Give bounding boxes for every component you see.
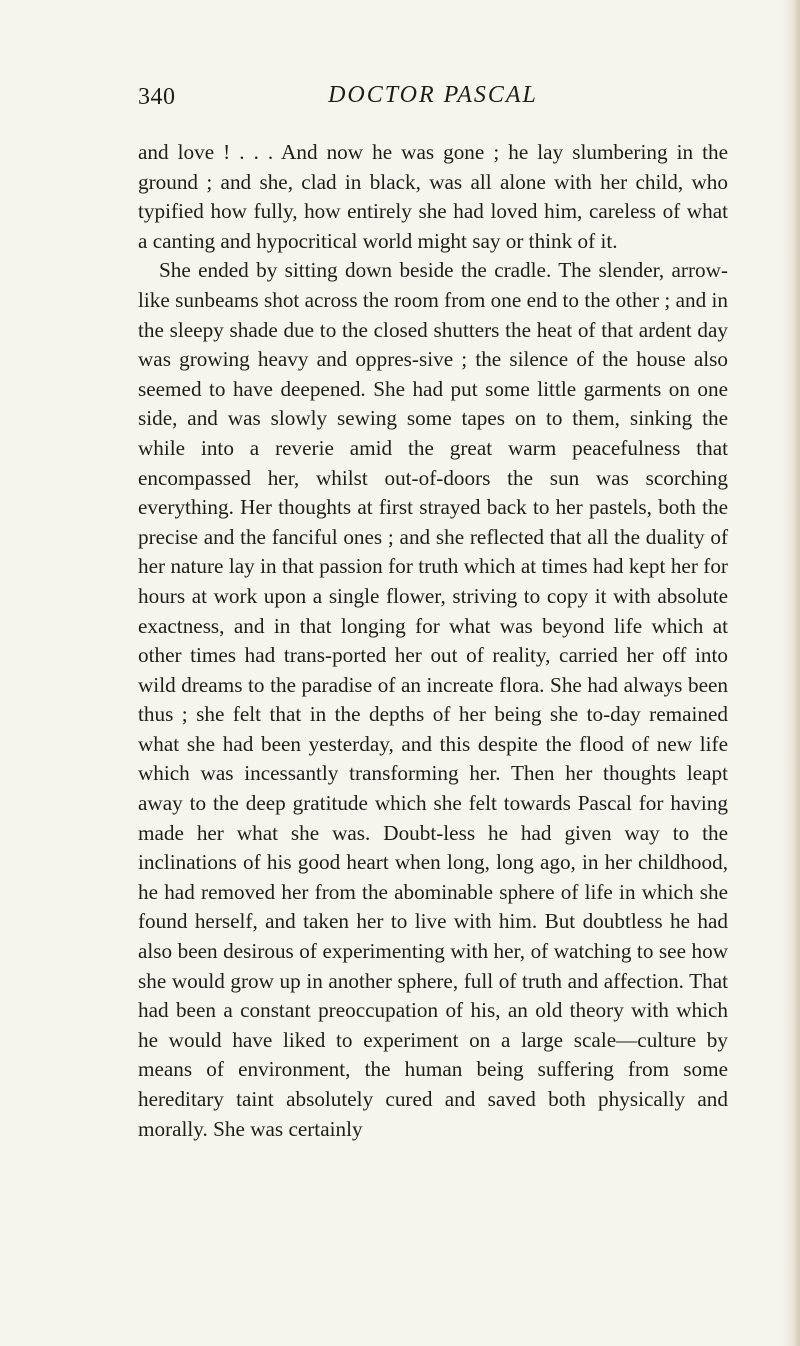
running-head <box>138 78 728 118</box>
page-number: 340 <box>138 84 176 110</box>
body-text <box>138 138 728 1144</box>
page-edge-shadow <box>782 0 800 1346</box>
paragraph: She ended by sitting down beside the cradle. The slender, arrow-like sunbeams shot across the room from one end to the other ; and in the sleepy shade due to the closed shutters the heat of that ardent day was growing heavy and oppres-sive ; the silence of the house also seemed to have deepened. She had put some little garments on one side, and was slowly sewing some tapes on to them, sinking the while into a reverie amid the great warm peacefulness that encompassed her, whilst out-of-doors the sun was scorching everything. Her thoughts at first strayed back to her pastels, both the precise and the fanciful ones ; and she reflected that all the duality of her nature lay in that passion for truth which at times had kept her for hours at work upon a single flower, striving to copy it with absolute exactness, and in that longing for what was beyond life which at other times had trans-ported her out of reality, carried her off into wild dreams to the paradise of an increate flora. She had always been thus ; she felt that in the depths of her being she to-day remained what she had been yesterday, and this despite the flood of new life which was incessantly transforming her. Then her thoughts leapt away to the deep gratitude which she felt towards Pascal for having made her what she was. Doubt-less he had given way to the inclinations of his good heart when long, long ago, in her childhood, he had removed her from the abominable sphere of life in which she found herself, and taken her to live with him. But doubtless he had also been desirous of experimenting with her, of watching to see how she would grow up in another sphere, full of truth and affection. That had been a constant preoccupation of his, an old theory with which he would have liked to experiment on a large scale—culture by means of environment, the human being suffering from some hereditary taint absolutely cured and saved both physically and morally. She was certainly <box>138 258 728 1141</box>
running-title: DOCTOR PASCAL <box>328 82 538 108</box>
paragraph-continued: and love ! . . . And now he was gone ; he lay slumbering in the ground ; and she, clad in black, was all alone with her child, who typified how fully, how entirely she had loved him, careless of what a canting and hypocritical world might say or think of it. <box>138 140 728 253</box>
